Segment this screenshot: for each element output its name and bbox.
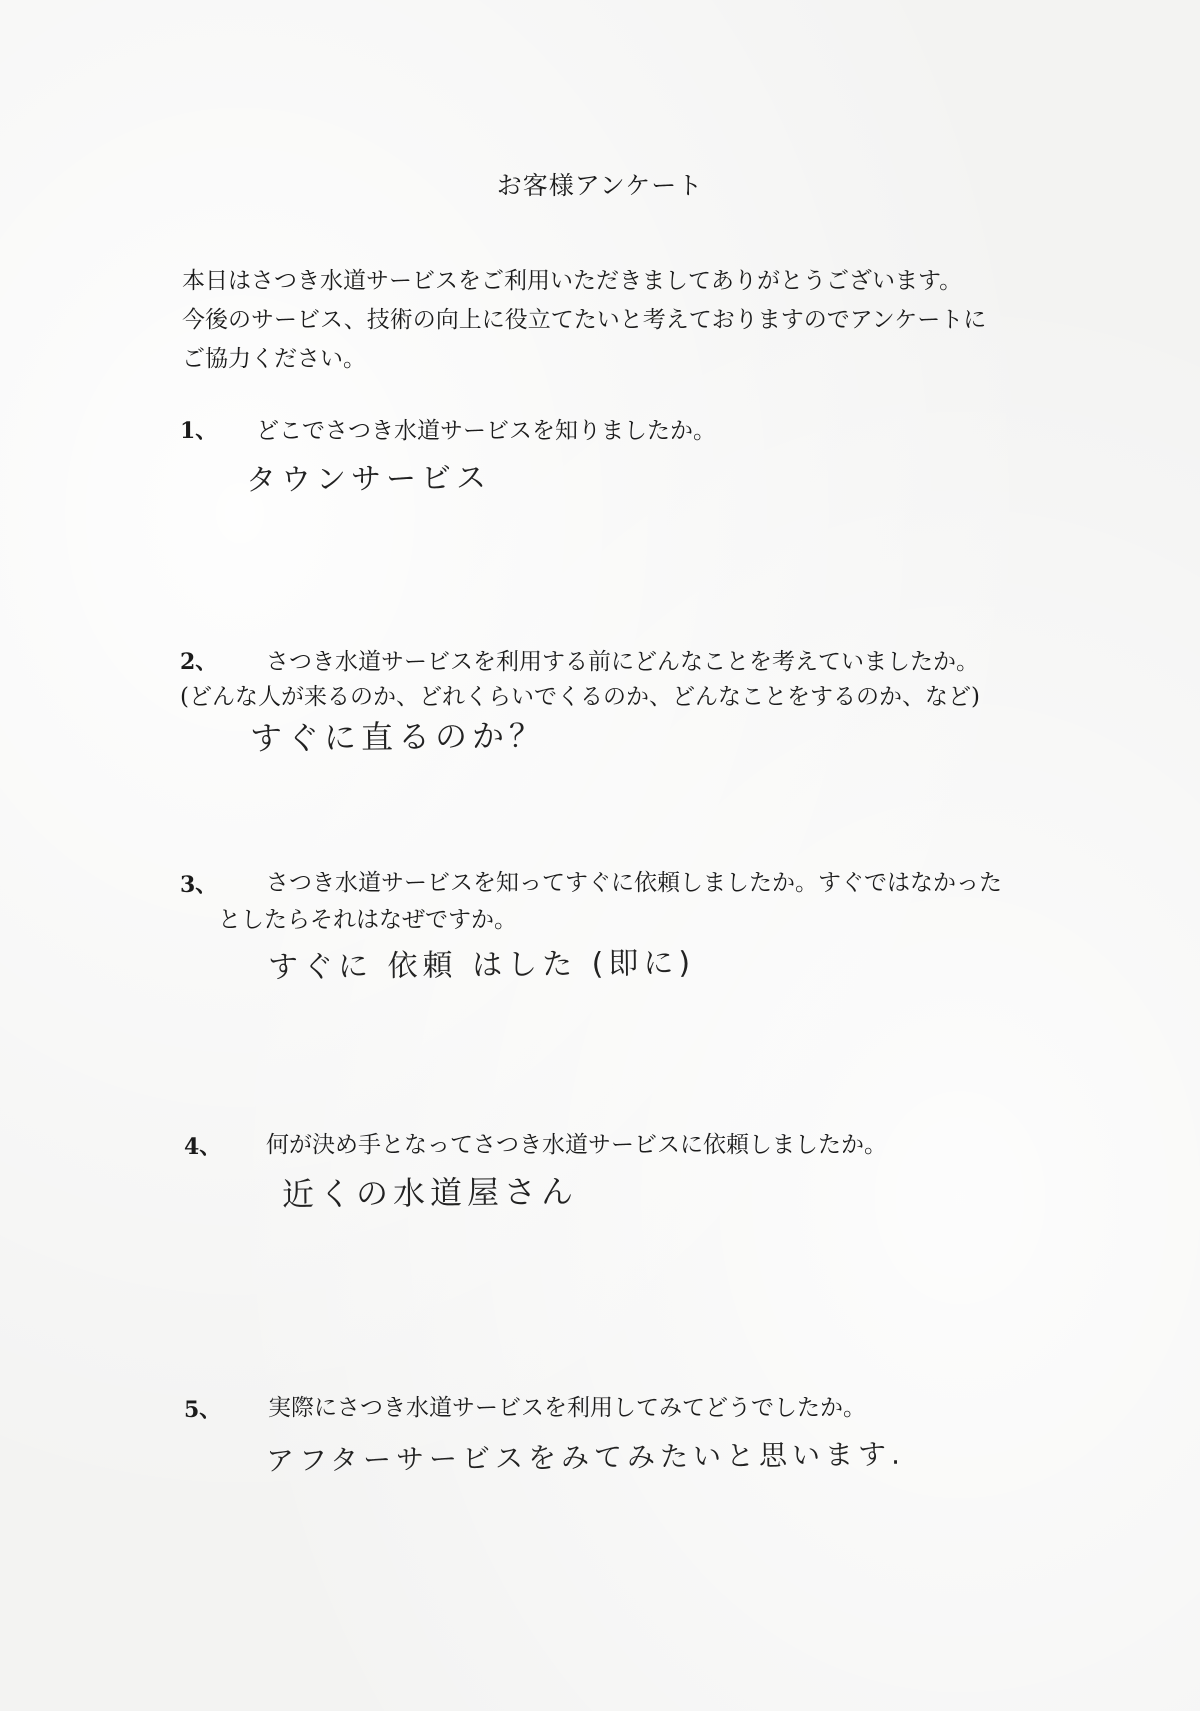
question-2-text: さつき水道サービスを利用する前にどんなことを考えていましたか。 — [266, 649, 979, 675]
question-3-text: さつき水道サービスを知ってすぐに依頼しましたか。すぐではなかった — [266, 870, 1002, 896]
question-4-text: 何が決め手となってさつき水道サービスに依頼しましたか。 — [266, 1132, 887, 1158]
question-2-number: 2、 — [180, 649, 218, 675]
intro-text — [182, 262, 1082, 379]
question-5-answer: アフターサービスをみてみたいと思います. — [265, 1437, 906, 1478]
question-3-answer: すぐに 依頼 はした (即に) — [267, 945, 696, 986]
intro-line: ご協力ください。 — [182, 346, 366, 372]
page-title: お客様アンケート — [496, 171, 704, 200]
question-5-number: 5、 — [184, 1397, 222, 1423]
question-1-number: 1、 — [180, 418, 218, 444]
question-4-number: 4、 — [184, 1134, 222, 1160]
question-5-text: 実際にさつき水道サービスを利用してみてどうでしたか。 — [268, 1395, 866, 1421]
question-2-answer: すぐに直るのか？ — [249, 716, 547, 758]
question-4-answer: 近くの水道屋さん — [281, 1172, 579, 1214]
question-3-number: 3、 — [180, 872, 218, 898]
question-2-subtext: (どんな人が来るのか、どれくらいでくるのか、どんなことをするのか、など) — [180, 684, 980, 710]
question-1-answer: タウンサービス — [245, 460, 492, 499]
intro-line: 本日はさつき水道サービスをご利用いただきましてありがとうございます。 — [182, 268, 963, 294]
question-3-subtext: としたらそれはなぜですか。 — [218, 907, 517, 933]
intro-line: 今後のサービス、技術の向上に役立てたいと考えておりますのでアンケートに — [182, 307, 987, 333]
question-1-text: どこでさつき水道サービスを知りましたか。 — [256, 418, 716, 444]
